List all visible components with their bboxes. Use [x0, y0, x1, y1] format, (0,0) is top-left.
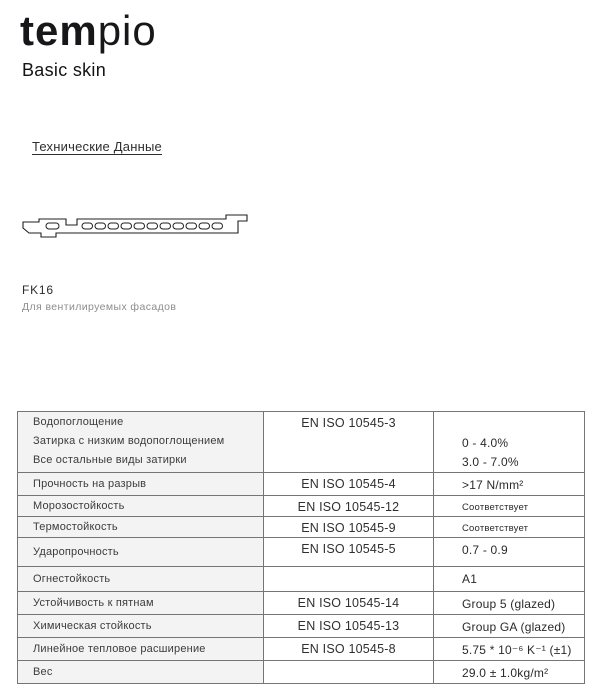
- table-row: [18, 517, 585, 538]
- value-cell: 0.7 - 0.9: [434, 538, 585, 567]
- standard-cell: [264, 661, 434, 684]
- property-cell: Устойчивость к пятнам: [18, 592, 264, 615]
- value-cell: Group GA (glazed): [434, 615, 585, 638]
- value-cell: A1: [434, 567, 585, 592]
- table-row: [18, 496, 585, 517]
- value-cell: 0 - 4.0% 3.0 - 7.0%: [434, 412, 585, 473]
- table-row: [18, 567, 585, 592]
- property-cell: Линейное тепловое расширение: [18, 638, 264, 661]
- value-cell: 29.0 ± 1.0kg/m²: [434, 661, 585, 684]
- panel-profile-drawing: [20, 212, 252, 240]
- panel-profile-cross-section-icon: [20, 212, 252, 240]
- table-row: [18, 412, 585, 473]
- value-cell: Соответствует: [434, 496, 585, 517]
- product-name: Basic skin: [22, 60, 107, 80]
- brand-logo-bold: tem: [20, 7, 98, 54]
- value-cell: Group 5 (glazed): [434, 592, 585, 615]
- table-row: [18, 473, 585, 496]
- product-code-subtitle: Для вентилируемых фасадов: [22, 301, 177, 313]
- value-cell: 5.75 * 10⁻⁶ K⁻¹ (±1): [434, 638, 585, 661]
- property-cell: Водопоглощение Затирка с низким водопоглощением Все остальные виды затирки: [18, 412, 264, 473]
- value-cell: Соответствует: [434, 517, 585, 538]
- property-cell: Химическая стойкость: [18, 615, 264, 638]
- table-row: [18, 538, 585, 567]
- table-row: [18, 592, 585, 615]
- table-row: [18, 638, 585, 661]
- standard-cell: EN ISO 10545-8: [264, 638, 434, 661]
- property-cell: Ударопрочность: [18, 538, 264, 567]
- standard-cell: EN ISO 10545-14: [264, 592, 434, 615]
- standard-cell: EN ISO 10545-3: [264, 412, 434, 473]
- value-cell: >17 N/mm²: [434, 473, 585, 496]
- standard-cell: EN ISO 10545-13: [264, 615, 434, 638]
- brand-logo-light: pio: [97, 7, 157, 54]
- standard-cell: EN ISO 10545-12: [264, 496, 434, 517]
- brand-logo: [20, 8, 157, 54]
- table-row: [18, 615, 585, 638]
- property-cell: Вес: [18, 661, 264, 684]
- property-cell: Термостойкость: [18, 517, 264, 538]
- spec-table-body: [18, 412, 585, 684]
- spec-table: [17, 411, 585, 684]
- standard-cell: [264, 567, 434, 592]
- standard-cell: EN ISO 10545-5: [264, 538, 434, 567]
- section-title: Технические Данные: [32, 139, 162, 154]
- property-cell: Огнестойкость: [18, 567, 264, 592]
- property-cell: Прочность на разрыв: [18, 473, 264, 496]
- property-cell: Морозостойкость: [18, 496, 264, 517]
- standard-cell: EN ISO 10545-4: [264, 473, 434, 496]
- table-row: [18, 661, 585, 684]
- product-code: FK16: [22, 283, 54, 297]
- standard-cell: EN ISO 10545-9: [264, 517, 434, 538]
